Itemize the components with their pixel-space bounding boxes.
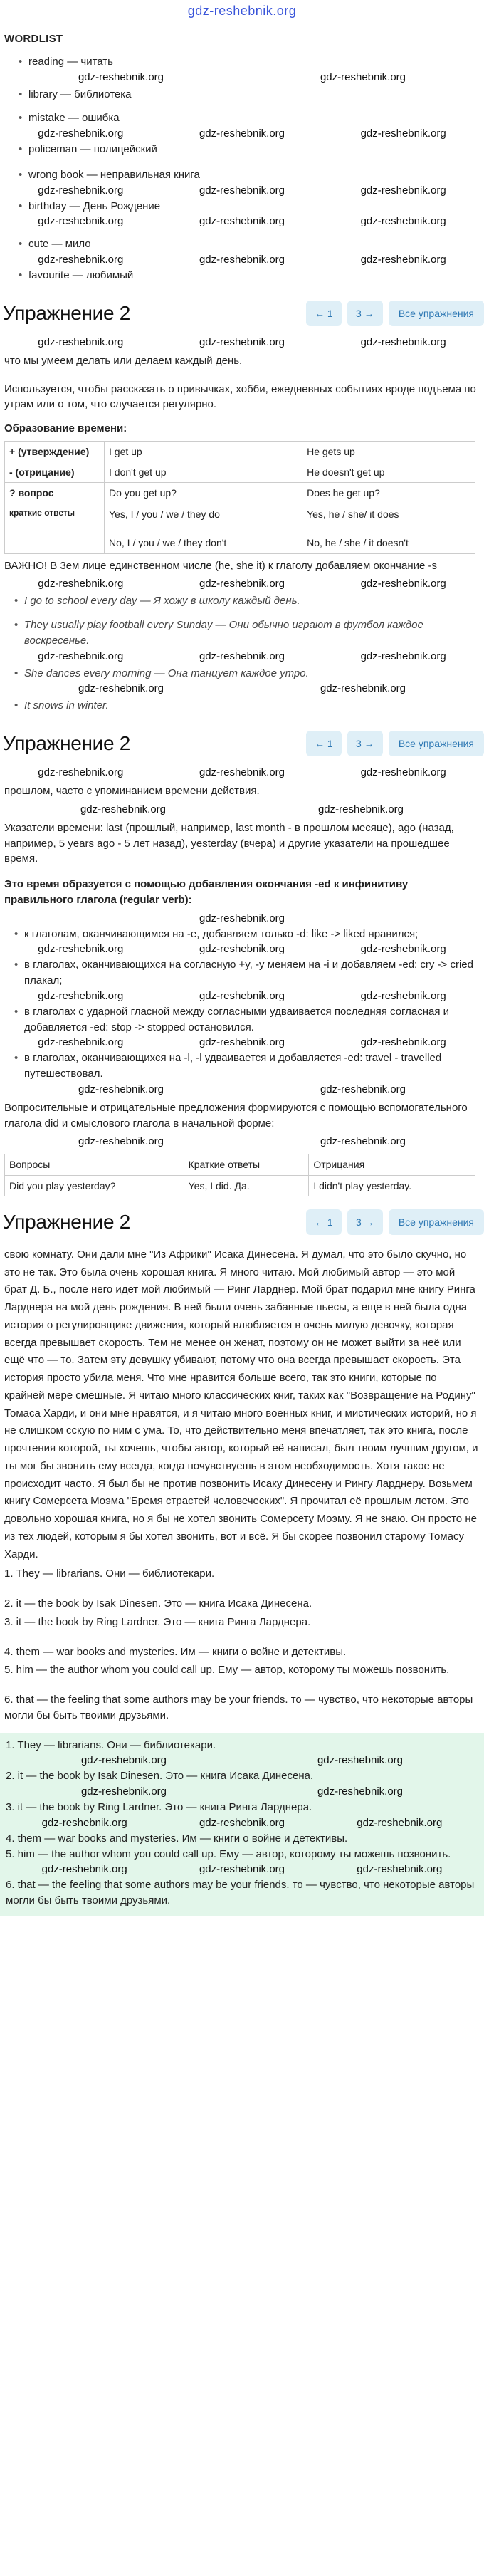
list-item: • They usually play football every Sunday — Они обычно играют в футбол каждое воскресенье. [14, 616, 484, 649]
arrow-right-icon: → [361, 307, 374, 319]
watermark-row: gdz-reshebnik.org gdz-reshebnik.org [78, 682, 406, 695]
arrow-right-icon: → [361, 737, 374, 749]
important-note: ВАЖНО! В 3ем лице единственном числе (he, she it) к глаголу добавляем окончание -s [4, 559, 437, 572]
list-item: 1. They — librarians. Они — библиотекари. [4, 1568, 215, 1580]
next-exercise-button[interactable]: 3 → [347, 301, 383, 326]
list-item: • library — библиотека [19, 87, 484, 103]
examples-list [0, 592, 484, 648]
rules-list [0, 927, 484, 942]
list-item: 4. them — war books and mysteries. Им — книги о войне и детективы. [4, 1645, 347, 1658]
arrow-left-icon: ← [314, 307, 327, 319]
all-exercises-button[interactable]: Все упражнения [389, 301, 484, 326]
watermark-row: gdz-reshebnik.org gdz-reshebnik.org [80, 1785, 404, 1798]
list-item: • birthday — День Рождение [19, 199, 484, 214]
list-item: • в глаголах, оканчивающихся на -l, -l удваивается и добавляется -ed: travel - travelled путешествовал. [14, 1050, 484, 1082]
past-simple-section: прошлом, часто с упоминанием времени действия. gdz-reshebnik.org gdz-reshebnik.org Указатели времени: last (прошлый, например, last month - в прошлом месяце), ago (назад, например, 5 years ago - 5 лет назад), yesterday (вчера) и другие указатели на прошедшее время. Это время образуется с помощью добавления окончания -ed к инфинитиву правильного глагола (regular verb): gdz-reshebnik.org [0, 783, 484, 927]
site-title[interactable]: gdz-reshebnik.org [187, 4, 297, 18]
watermark-row: gdz-reshebnik.org gdz-reshebnik.org gdz-reshebnik.org [38, 184, 446, 197]
list-item: 6. that — the feeling that some authors may be your friends. то — чувство, что некоторые авторы могли бы быть твоими друзьями. [6, 1879, 475, 1907]
exercise-nav-bar [0, 722, 484, 765]
watermark-row: gdz-reshebnik.org gdz-reshebnik.org gdz-reshebnik.org [38, 650, 446, 662]
next-exercise-button[interactable]: 3 → [347, 1209, 383, 1235]
watermark-row: gdz-reshebnik.org gdz-reshebnik.org gdz-reshebnik.org [38, 1036, 446, 1049]
list-item: • It snows in winter. [14, 697, 484, 714]
watermark-row: gdz-reshebnik.org gdz-reshebnik.org gdz-reshebnik.org [38, 335, 446, 348]
list-item: 2. it — the book by Isak Dinesen. Это — книга Исака Динесена. [6, 1770, 314, 1783]
list-item: 2. it — the book by Isak Dinesen. Это — книга Исака Динесена. [4, 1597, 312, 1610]
answers-block [0, 1733, 484, 1916]
list-item: 6. that — the feeling that some authors may be your friends. то — чувство, что некоторые авторы могли бы быть твоими друзьями. [4, 1694, 473, 1721]
list-item: • favourite — любимый [19, 268, 484, 283]
present-simple-section: что мы умеем делать или делаем каждый день. Используется, чтобы рассказать о привычках, хобби, ежедневных событиях вроде подъема по утрам или о том, что случается регулярно. Образование времени: [0, 353, 484, 437]
watermark-row: gdz-reshebnik.org gdz-reshebnik.org [80, 1754, 404, 1767]
list-item: 5. him — the author whom you could call up. Ему — автор, которому ты можешь позвонить. [4, 1664, 450, 1677]
watermark-row: gdz-reshebnik.org gdz-reshebnik.org gdz-reshebnik.org [38, 127, 446, 140]
list-item: • cute — мило [19, 236, 484, 252]
list-item: • в глаголах, оканчивающихся на согласную +y, -y меняем на -i и добавляем -ed: cry -> cried плакал; [14, 957, 484, 989]
present-table: + (утверждение) I get up He gets up - (отрицание) I don't get up He doesn't get up ? вопрос Do you get up? Does he get up? краткие ответы Yes, I / you / we / they do No, I / you / we / they don't Yes, he / she/ it does No, he / she / it doesn't [4, 441, 475, 554]
next-exercise-button[interactable]: 3 → [347, 731, 383, 756]
all-exercises-button[interactable]: Все упражнения [389, 1209, 484, 1235]
list-item: • She dances every morning — Она танцует каждое утро. [14, 664, 484, 682]
watermark-row: gdz-reshebnik.org gdz-reshebnik.org [78, 71, 406, 83]
exercise-nav-bar [0, 292, 484, 335]
arrow-left-icon: ← [314, 737, 327, 749]
arrow-right-icon: → [361, 1216, 374, 1228]
watermark-row: gdz-reshebnik.org [199, 912, 285, 924]
watermark-row: gdz-reshebnik.org gdz-reshebnik.org gdz-reshebnik.org [38, 989, 446, 1002]
list-item: 3. it — the book by Ring Lardner. Это — книга Ринга Ларднера. [4, 1615, 311, 1628]
list-item: 1. They — librarians. Они — библиотекари. [6, 1738, 216, 1751]
arrow-left-icon: ← [314, 1216, 327, 1228]
watermark-row: gdz-reshebnik.org gdz-reshebnik.org gdz-reshebnik.org [38, 578, 446, 590]
all-exercises-button[interactable]: Все упражнения [389, 731, 484, 756]
exercise-title: Упражнение 2 [3, 301, 131, 324]
watermark-row: gdz-reshebnik.org gdz-reshebnik.org gdz-reshebnik.org [38, 766, 446, 779]
list-item: • к глаголам, оканчивающимся на -e, добавляем только -d: like -> liked нравился; [14, 927, 484, 942]
list-item: 5. him — the author whom you could call up. Ему — автор, которому ты можешь позвонить. [6, 1847, 451, 1860]
exercise-nav-bar [0, 1201, 484, 1243]
list-item: 3. it — the book by Ring Lardner. Это — книга Ринга Ларднера. [6, 1801, 312, 1814]
list-item: • в глаголах с ударной гласной между согласными удваивается последняя согласная и добавляется -ed: stop -> stopped остановился. [14, 1004, 484, 1036]
list-item: • I go to school every day — Я хожу в школу каждый день. [14, 592, 484, 609]
exercise-title: Упражнение 2 [3, 1210, 131, 1233]
list-item: • wrong book — неправильная книга [19, 167, 484, 183]
watermark-row: gdz-reshebnik.org gdz-reshebnik.org [78, 1083, 406, 1095]
list-item: • mistake — ошибка [19, 110, 484, 126]
watermark-row: gdz-reshebnik.org gdz-reshebnik.org gdz-reshebnik.org [41, 1863, 443, 1876]
past-table: Вопросы Краткие ответы Отрицания Did you play yesterday? Yes, I did. Да. I didn't play yesterday. [4, 1154, 475, 1196]
prev-exercise-button[interactable]: ← 1 [306, 731, 342, 756]
watermark-row: gdz-reshebnik.org gdz-reshebnik.org gdz-reshebnik.org [41, 1816, 443, 1829]
wordlist-heading: WORDLIST [4, 33, 63, 46]
watermark-row: gdz-reshebnik.org gdz-reshebnik.org [78, 1135, 406, 1148]
prev-exercise-button[interactable]: ← 1 [306, 1209, 342, 1235]
watermark-row: gdz-reshebnik.org gdz-reshebnik.org gdz-reshebnik.org [38, 215, 446, 228]
exercise-title: Упражнение 2 [3, 731, 131, 754]
prev-exercise-button[interactable]: ← 1 [306, 301, 342, 326]
watermark-row: gdz-reshebnik.org gdz-reshebnik.org [80, 803, 404, 815]
list-item: • policeman — полицейский [19, 142, 484, 157]
formation-heading: Образование времени: [4, 422, 127, 435]
watermark-row: gdz-reshebnik.org gdz-reshebnik.org gdz-reshebnik.org [38, 943, 446, 956]
questions-list [0, 1566, 484, 1723]
list-item: • reading — читать [19, 54, 484, 70]
list-item: 4. them — war books and mysteries. Им — книги о войне и детективы. [6, 1832, 348, 1845]
story-text: свою комнату. Они дали мне "Из Африки" Исака Динесена. Я думал, что это было скучно, но это не так. Это была очень хорошая книга. Я много читаю. Мой любимый автор — это мой брат Д. Б., после него идет мой любимый — Ринг Ларднер. Мой брат подарил мне книгу Ринга Ларднера на мой день рождения. В ней были очень забавные пьесы, а еще в ней была одна история о регулировщике движения, который влюбляется в очень милую девочку, которая всегда превышает скорость. Тем не менее он женат, поэтому он не может выйти за неё или ещё что — то. Затем эту девушку убивают, потому что она всегда превышает скорость. Эта история просто убила меня. Что мне нравится больше всего, так это книги, которые по крайней мере смешные. Я читаю много классических книг, таких как "Возвращение на Родину" Томаса Харди, и они мне нравятся, и я читаю много военных книг, и мистических историй, но я не слишком сскую по ним с ума. То, что действительно меня впечатляет, так это книга, после прочтения которой, ты хочешь, чтобы автор, который её написал, был твоим лучшим другом, и ты мог бы звонить ему всегда, когда почувствуешь в этом необходимость. Хотя такое не происходит часто. Я был бы не против позвонить Исаку Динесену и Рингу Ларднеру. Возьмем книгу Сомерсета Моэма "Бремя страстей человеческих". Я прочитал её прошлым летом. Это довольно хорошая книга, но я бы не хотел звонить Сомерсету Моэму. Я не знаю. Он просто не из тех людей, которым я бы хотел звонить, вот и всё. Я бы скорее позвонил старому Томасу Харди. [4, 1248, 478, 1560]
wordlist [0, 54, 484, 70]
watermark-row: gdz-reshebnik.org gdz-reshebnik.org gdz-reshebnik.org [38, 254, 446, 266]
